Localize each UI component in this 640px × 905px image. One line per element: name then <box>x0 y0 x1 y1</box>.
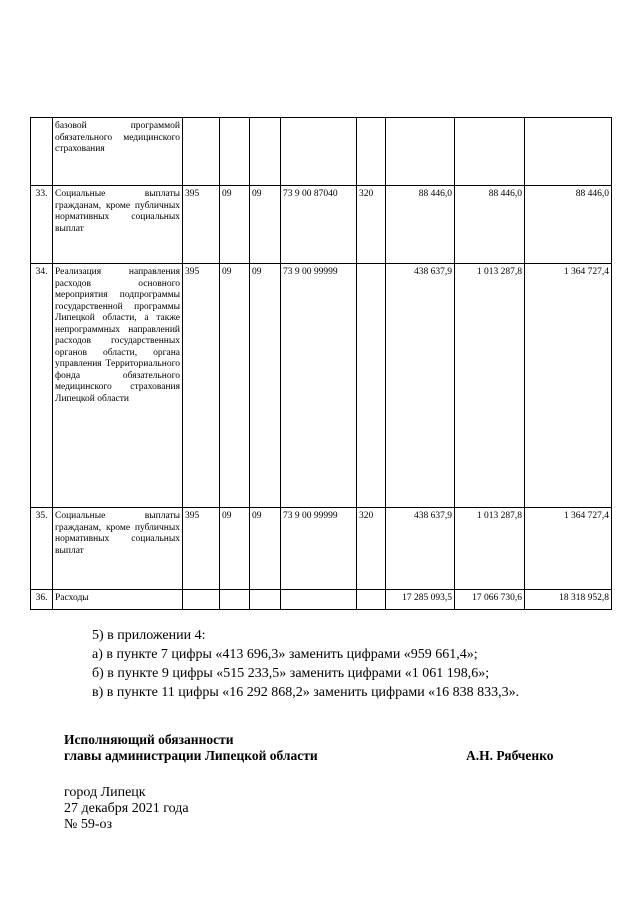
row-name: Социальные выплаты гражданам, кроме публичных нормативных социальных выплат <box>53 508 183 590</box>
row-number: 34. <box>31 264 53 508</box>
row-subsection: 09 <box>250 186 281 264</box>
table-row <box>31 186 612 264</box>
row-amount-2: 1 013 287,8 <box>455 508 525 590</box>
table-row <box>31 508 612 590</box>
row-number: 36. <box>31 590 53 610</box>
row-subsection: 09 <box>250 508 281 590</box>
amendment-item-c: в) в пункте 11 цифры «16 292 868,2» заменить цифрами «16 838 833,3». <box>92 685 520 700</box>
row-target-article: 73 9 00 87040 <box>281 186 357 264</box>
signature-title <box>64 732 318 764</box>
signature-title-line2: главы администрации Липецкой области <box>64 748 318 763</box>
row-section: 09 <box>220 186 250 264</box>
table-row <box>31 264 612 508</box>
row-target-article: 73 9 00 99999 <box>281 264 357 508</box>
row-amount-2: 17 066 730,6 <box>455 590 525 610</box>
row-section: 09 <box>220 264 250 508</box>
signatory-name: А.Н. Рябченко <box>466 748 554 763</box>
row-admin-code: 395 <box>183 186 220 264</box>
row-section: 09 <box>220 508 250 590</box>
row-amount-2 <box>455 118 525 186</box>
row-amount-2: 88 446,0 <box>455 186 525 264</box>
document-footer <box>64 785 189 833</box>
row-admin-code: 395 <box>183 264 220 508</box>
row-subsection <box>250 118 281 186</box>
table-row <box>31 118 612 186</box>
row-amount-1 <box>386 118 455 186</box>
row-subsection <box>250 590 281 610</box>
row-admin-code <box>183 118 220 186</box>
row-name: базовой программой обязательного медицинского страхования <box>53 118 183 186</box>
row-amount-3 <box>525 118 612 186</box>
table-row <box>31 590 612 610</box>
row-target-article <box>281 590 357 610</box>
row-name: Социальные выплаты гражданам, кроме публичных нормативных социальных выплат <box>53 186 183 264</box>
amendments-section <box>92 626 519 702</box>
row-expense-type: 320 <box>357 186 386 264</box>
row-admin-code: 395 <box>183 508 220 590</box>
row-target-article <box>281 118 357 186</box>
footer-number: № 59-оз <box>64 817 113 832</box>
row-amount-3: 18 318 952,8 <box>525 590 612 610</box>
row-admin-code <box>183 590 220 610</box>
row-name: Реализация направления расходов основного мероприятия подпрограммы государственной программы Липецкой области, а также непрограммных направлений расходов государственных органов области, органа управления Территориального фонда обязательного медицинского страхования Липецкой области <box>53 264 183 508</box>
row-target-article: 73 9 00 99999 <box>281 508 357 590</box>
row-section <box>220 590 250 610</box>
row-subsection: 09 <box>250 264 281 508</box>
amendment-intro: 5) в приложении 4: <box>92 628 206 643</box>
row-number: 35. <box>31 508 53 590</box>
signature-title-line1: Исполняющий обязанности <box>64 732 234 747</box>
row-expense-type: 320 <box>357 508 386 590</box>
row-expense-type <box>357 118 386 186</box>
row-amount-3: 1 364 727,4 <box>525 264 612 508</box>
budget-table <box>30 117 612 610</box>
footer-city: город Липецк <box>64 785 146 800</box>
row-expense-type <box>357 264 386 508</box>
row-amount-2: 1 013 287,8 <box>455 264 525 508</box>
row-name: Расходы <box>53 590 183 610</box>
row-number: 33. <box>31 186 53 264</box>
row-expense-type <box>357 590 386 610</box>
footer-date: 27 декабря 2021 года <box>64 801 189 816</box>
row-section <box>220 118 250 186</box>
amendment-item-b: б) в пункте 9 цифры «515 233,5» заменить цифрами «1 061 198,6»; <box>92 666 490 681</box>
row-number <box>31 118 53 186</box>
row-amount-1: 438 637,9 <box>386 264 455 508</box>
row-amount-3: 88 446,0 <box>525 186 612 264</box>
row-amount-1: 17 285 093,5 <box>386 590 455 610</box>
row-amount-3: 1 364 727,4 <box>525 508 612 590</box>
row-amount-1: 88 446,0 <box>386 186 455 264</box>
row-amount-1: 438 637,9 <box>386 508 455 590</box>
amendment-item-a: а) в пункте 7 цифры «413 696,3» заменить цифрами «959 661,4»; <box>92 647 478 662</box>
